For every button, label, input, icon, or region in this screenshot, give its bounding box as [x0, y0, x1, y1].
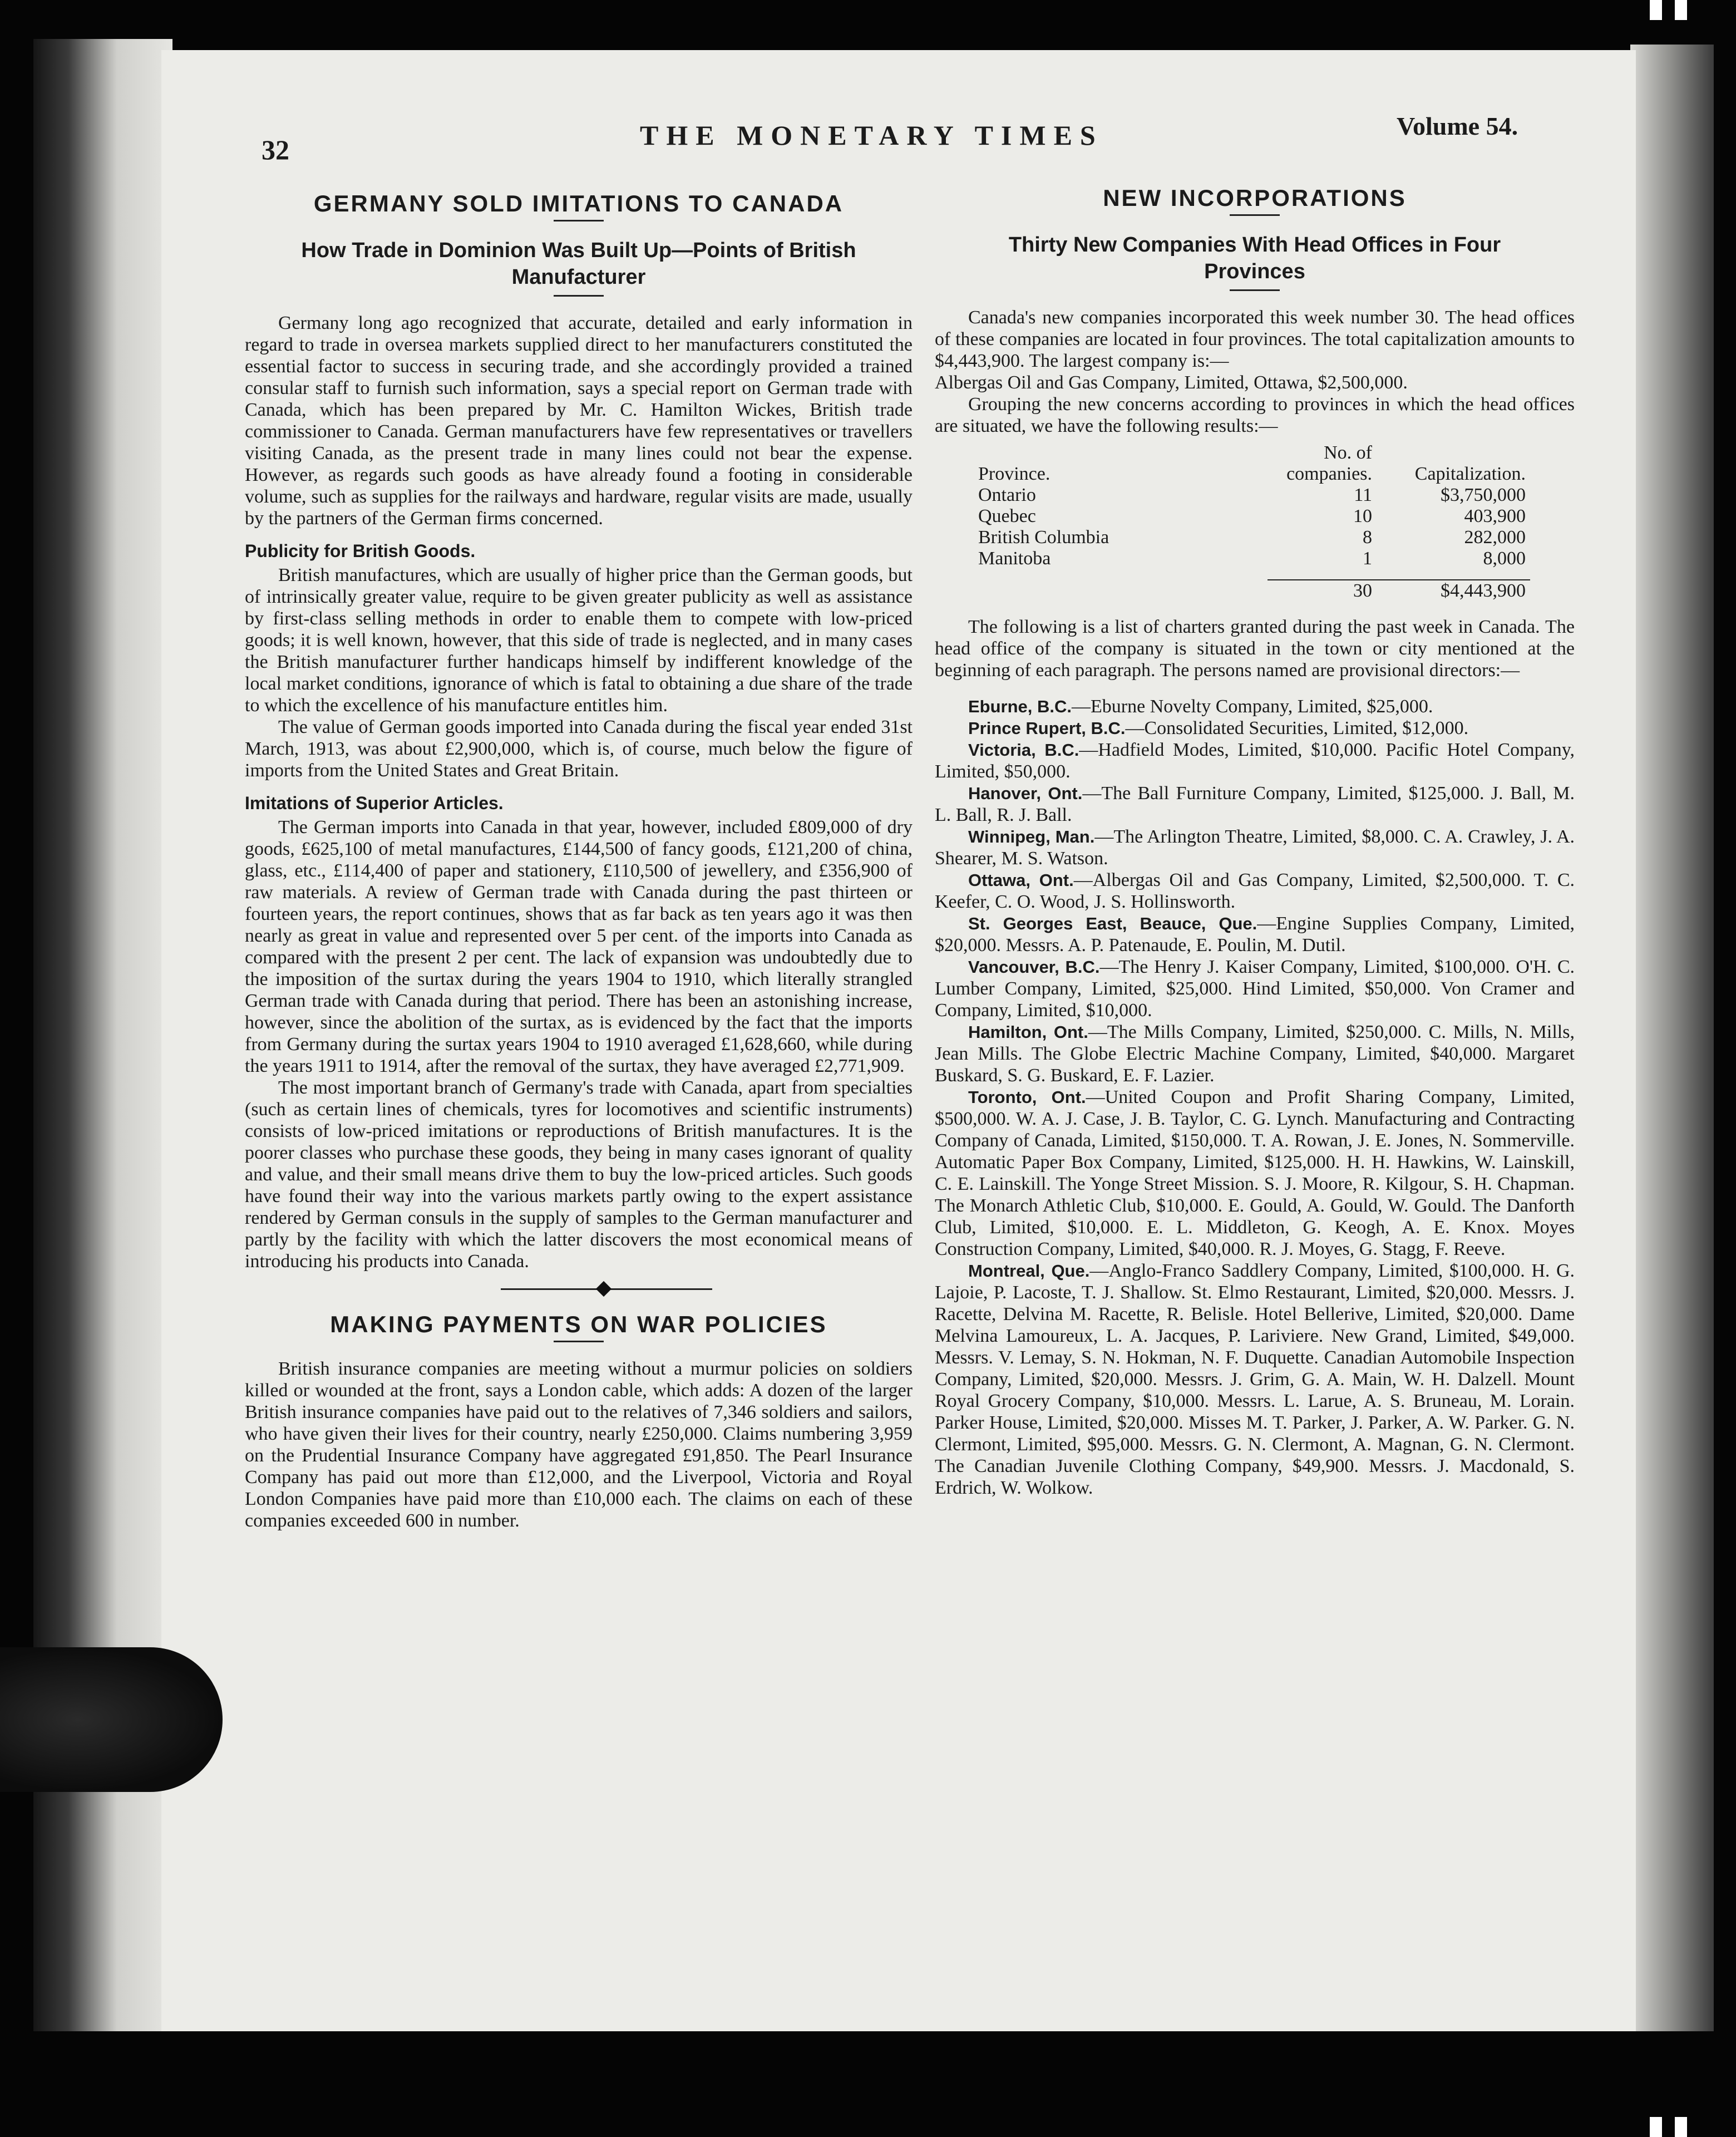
charter-place: Victoria, B.C. — [968, 740, 1079, 760]
charter-text: —Albergas Oil and Gas Company, Limited, $2,500,000. T. C. Keefer, C. O. Wood, J. S. Hollinsworth. — [935, 870, 1575, 912]
charter-place: Hanover, Ont. — [968, 784, 1083, 803]
title-rule — [1230, 214, 1280, 216]
table-row — [974, 527, 1530, 548]
charter-text: —United Coupon and Profit Sharing Company, Limited, $500,000. W. A. J. Case, J. B. Taylor, C. G. Lynch. Manufacturing and Contracting Company of Canada, Limited, $150,000. T. A. Rowan, J. E. Jones, N. Sommerville. Automatic Paper Box Company, Limited, $125,000. H. H. Hawkins, W. Lainskill, C. E. Lainskill. The Yonge Street Mission. S. J. Moore, R. Kilgour, S. H. Chapman. The Monarch Athletic Club, $10,000. E. Gould, A. Gould, W. Gould. The Danforth Club, Limited, $10,000. E. L. Middleton, G. Keogh, A. E. Knox. Moyes Construction Company, Limited, $40,000. R. J. Moyes, G. Stagg, F. Reeve. — [935, 1087, 1575, 1259]
article-title: NEW INCORPORATIONS — [1103, 185, 1407, 211]
article-title: GERMANY SOLD IMITATIONS TO CANADA — [313, 190, 844, 216]
charter-entry — [935, 1260, 1575, 1499]
charter-entry — [935, 696, 1575, 717]
article-paragraph: The following is a list of charters granted during the past week in Canada. The head office of the company is situated in the town or city mentioned at the beginning of each paragraph. The persons named are provisional directors:— — [935, 617, 1575, 681]
section-heading: Imitations of Superior Articles. — [245, 793, 504, 813]
province-name: British Columbia — [978, 527, 1109, 548]
charter-entry — [935, 739, 1575, 782]
table-header: No. of companies. — [1286, 442, 1372, 484]
capitalization: 282,000 — [1464, 527, 1526, 548]
charter-place: Winnipeg, Man. — [968, 827, 1095, 846]
charter-entry — [935, 1021, 1575, 1086]
company-count: 11 — [1354, 485, 1372, 505]
title-rule — [554, 1341, 604, 1342]
title-rule — [554, 220, 604, 221]
article-paragraph: Canada's new companies incorporated this week number 30. The head offices of these companies are located in four provinces. The total capitalization amounts to $4,443,900. The largest company is:— — [935, 307, 1575, 371]
total-count: 30 — [1268, 580, 1377, 602]
table-row — [974, 506, 1530, 527]
registration-mark — [1675, 0, 1687, 20]
charter-text: —Consolidated Securities, Limited, $12,000. — [1125, 718, 1469, 738]
table-header: Province. — [978, 464, 1051, 484]
charter-place: St. Georges East, Beauce, Que. — [968, 914, 1257, 933]
table-row — [974, 548, 1530, 569]
charter-place: Montreal, Que. — [968, 1261, 1090, 1281]
charter-entry — [935, 913, 1575, 956]
charter-place: Ottawa, Ont. — [968, 870, 1074, 890]
charter-entry — [935, 869, 1575, 913]
charter-text: —The Ball Furniture Company, Limited, $125,000. J. Ball, M. L. Ball, R. J. Ball. — [935, 783, 1575, 825]
charter-entry — [935, 1086, 1575, 1260]
province-summary-table — [974, 442, 1530, 602]
publication-title: THE MONETARY TIMES — [640, 120, 1103, 151]
subtitle-rule — [554, 295, 604, 297]
article-paragraph: Grouping the new concerns according to provinces in which the head offices are situated, we have the following results:— — [935, 394, 1575, 436]
charter-place: Toronto, Ont. — [968, 1087, 1086, 1107]
charter-entry — [935, 956, 1575, 1021]
registration-mark — [1650, 2117, 1662, 2137]
company-count: 8 — [1363, 527, 1372, 548]
charter-text: —Eburne Novelty Company, Limited, $25,000. — [1072, 696, 1433, 717]
charter-place: Hamilton, Ont. — [968, 1022, 1088, 1042]
section-heading: Publicity for British Goods. — [245, 541, 476, 561]
registration-mark — [1675, 2117, 1687, 2137]
scanner-thumb — [0, 1647, 223, 1792]
largest-company: Albergas Oil and Gas Company, Limited, Ottawa, $2,500,000. — [935, 372, 1408, 393]
province-name: Ontario — [978, 485, 1036, 505]
charter-entry — [935, 782, 1575, 826]
table-header: Capitalization. — [1414, 464, 1526, 484]
province-name: Quebec — [978, 506, 1036, 526]
article-title: MAKING PAYMENTS ON WAR POLICIES — [330, 1311, 827, 1337]
company-count: 10 — [1353, 506, 1372, 526]
book-binding-right — [1630, 45, 1714, 2031]
charter-text: —Anglo-Franco Saddlery Company, Limited, $100,000. H. G. Lajoie, P. Lacoste, T. J. Shallow. St. Elmo Restaurant, Limited, $20,000. Messrs. J. Racette, Delvina M. Racette, R. Belisle. Hotel Bellerive, Limited, $20,000. Dame Melvina Lamoureux, L. A. Jacques, P. Lariviere. New Grand, Limited, $49,000. Messrs. V. Lemay, S. N. Hokman, N. F. Duquette. Canadian Automobile Inspection Company, Limited, $20,000. Messrs. J. Grim, G. A. Main, W. H. Dalzell. Mount Royal Grocery Company, $10,000. Messrs. L. Larue, A. S. Bruneau, M. Lorain. Parker House, Limited, $20,000. Misses M. T. Parker, J. Parker, A. W. Parker. G. N. Clermont, Limited, $95,000. Messrs. G. N. Clermont, A. Magnan, G. N. Clermont. The Canadian Juvenile Clothing Company, $49,900. Messrs. J. Macdonald, S. Erdrich, W. Wolkow. — [935, 1260, 1575, 1498]
article-paragraph: British insurance companies are meeting without a murmur policies on soldiers killed or wounded at the front, says a London cable, which adds: A dozen of the larger British insurance companies have paid out to the relatives of 7,346 soldiers and sailors, who have given their lives for their country, nearly £250,000. Claims numbering 3,959 on the Prudential Insurance Company have aggregated £91,850. The Pearl Insurance Company has paid out more than £12,000, and the Liverpool, Victoria and Royal London Companies have paid more than £10,000 each. The claims on each of these companies exceeded 600 in number. — [245, 1358, 913, 1531]
province-name: Manitoba — [978, 548, 1051, 569]
table-total-row — [974, 580, 1530, 602]
total-capitalization: $4,443,900 — [1377, 580, 1530, 602]
charter-text: —Hadfield Modes, Limited, $10,000. Pacific Hotel Company, Limited, $50,000. — [935, 740, 1575, 782]
registration-mark — [1650, 0, 1662, 20]
article-paragraph: The most important branch of Germany's trade with Canada, apart from specialties (such as certain lines of chemicals, tyres for locomotives and scientific instruments) consists of low-priced imitations or reproductions of British manufactures. It is the poorer classes who purchase these goods, they being in many cases ignorant of quality and value, and their small means drive them to buy the low-priced articles. Such goods have found their way into the various markets partly owing to the expert assistance rendered by German consuls in the supply of samples to the German manufacturer and partly by the facility with which the latter discovers the most economical means of introducing his products into Canada. — [245, 1077, 913, 1272]
left-column — [245, 184, 913, 1532]
page-number: 32 — [262, 134, 289, 165]
capitalization: $3,750,000 — [1441, 485, 1526, 505]
article-paragraph: The value of German goods imported into Canada during the fiscal year ended 31st March, 1913, was about £2,900,000, which is, of course, much below the figure of imports from the United States and Great Britain. — [245, 717, 913, 781]
charter-place: Eburne, B.C. — [968, 697, 1072, 716]
charter-place: Prince Rupert, B.C. — [968, 718, 1126, 738]
charter-entry — [935, 717, 1575, 739]
section-divider-ornament — [245, 1280, 913, 1299]
charter-text: —The Arlington Theatre, Limited, $8,000. C. A. Crawley, J. A. Shearer, M. S. Watson. — [935, 826, 1575, 869]
company-count: 1 — [1363, 548, 1372, 569]
capitalization: 8,000 — [1483, 548, 1526, 569]
table-row — [974, 485, 1530, 506]
charter-entry — [935, 826, 1575, 869]
charter-text: —Engine Supplies Company, Limited, $20,000. Messrs. A. P. Patenaude, E. Poulin, M. Dutil. — [935, 913, 1575, 956]
volume-label: Volume 54. — [1397, 112, 1518, 140]
charter-text: —The Henry J. Kaiser Company, Limited, $100,000. O'H. C. Lumber Company, Limited, $25,000. Hind Limited, $50,000. Von Cramer and Company, Limited, $10,000. — [935, 957, 1575, 1021]
capitalization: 403,900 — [1464, 506, 1526, 526]
charter-place: Vancouver, B.C. — [968, 957, 1100, 977]
article-subtitle: Thirty New Companies With Head Offices in Four Provinces — [1008, 233, 1501, 283]
article-paragraph: British manufactures, which are usually of higher price than the German goods, but of intrinsically greater value, require to be given greater publicity as well as assistance by first-class selling methods in order to enable them to compete with low-priced goods; it is well known, however, that this side of trade is neglected, and in many cases the British manufacturer further handicaps himself by indifferent knowledge of the local market conditions, ignorance of which is fatal to obtaining a due share of the trade to which the excellence of his manufacture entitles him. — [245, 565, 913, 716]
article-paragraph: Germany long ago recognized that accurate, detailed and early information in regard to trade in oversea markets supplied direct to her manufacturers constituted the essential factor to success in securing trade, and she accordingly provided a trained consular staff to furnish such information, says a special report on German trade with Canada, which has been prepared by Mr. C. Hamilton Wickes, British trade commissioner to Canada. German manufacturers have few representatives or travellers visiting Canada, as the present trade in many lines could not bear the expense. However, as regards such goods as have already found a footing in considerable volume, such as supplies for the railways and hardware, regular visits are made, usually by the partners of the German firms concerned. — [245, 313, 913, 529]
right-column — [935, 178, 1575, 1499]
charter-text: —The Mills Company, Limited, $250,000. C. Mills, N. Mills, Jean Mills. The Globe Electric Machine Company, Limited, $40,000. Margaret Buskard, S. G. Buskard, E. F. Lazier. — [935, 1022, 1575, 1086]
article-paragraph: The German imports into Canada in that year, however, included £809,000 of dry goods, £625,100 of metal manufactures, £144,500 of fancy goods, £121,200 of china, glass, etc., £114,400 of paper and stationery, £110,500 of jewellery, and £356,900 of raw materials. A review of German trade with Canada during the past thirteen or fourteen years, the report continues, shows that as far back as ten years ago it was then nearly as great in value and represented over 5 per cent. of the imports into Canada as compared with the present 2 per cent. The lack of expansion was undoubtedly due to the imposition of the surtax during the years 1904 to 1910, which literally strangled German trade with Canada during that period. There has been an astonishing increase, however, since the abolition of the surtax, as is evidenced by the fact that the imports from Germany during the surtax years 1904 to 1910 averaged £1,628,660, while during the years 1911 to 1914, after the removal of the surtax, they have averaged £2,771,909. — [245, 817, 913, 1076]
article-subtitle: How Trade in Dominion Was Built Up—Points of British Manufacturer — [301, 239, 856, 289]
subtitle-rule — [1230, 289, 1280, 291]
